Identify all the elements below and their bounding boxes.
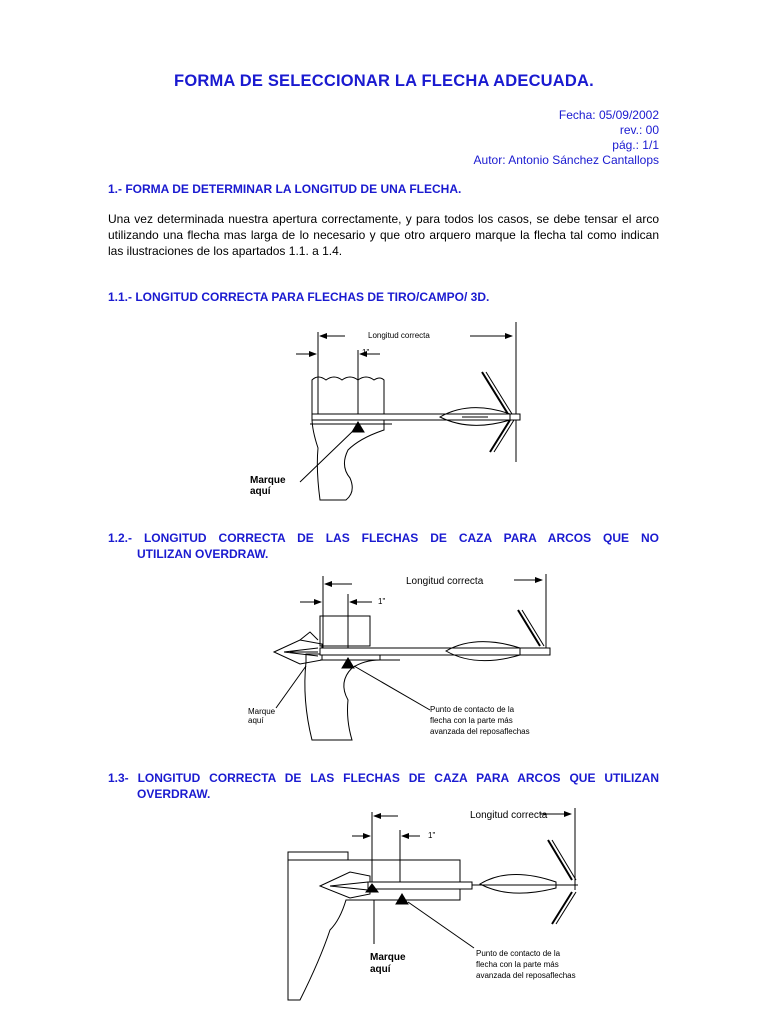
fig12-mark-leader [276, 666, 306, 708]
fig12-arrow-shaft [320, 648, 550, 655]
fig13-mark-label-2: aquí [370, 964, 391, 975]
fig11-mark-label-2: aquí [250, 486, 271, 497]
section-1-2-heading-line2: UTILIZAN OVERDRAW. [137, 547, 269, 561]
fig12-hand-top [320, 616, 370, 646]
section-1-3-heading-line1: 1.3- LONGITUD CORRECTA DE LAS FLECHAS DE CAZA PARA ARCOS QUE UTILIZAN [108, 771, 659, 785]
fig13-inch-label: 1" [428, 831, 436, 840]
fig12-mark-label-1: Marque [248, 707, 276, 716]
fig11-string-bottom2 [494, 420, 514, 452]
author-label: Autor: Antonio Sánchez Cantallops [473, 153, 659, 167]
section-1-paragraph: Una vez determinada nuestra apertura correctamente, y para todos los casos, se debe tensar el arco utilizando una flecha mas larga de lo necesario y que otro arquero marque la flecha tal como indican las ilustraciones de los apartados 1.1. a 1.4. [108, 212, 659, 258]
page-number-label: pág.: 1/1 [612, 138, 659, 152]
fig12-broadhead-blade [300, 632, 318, 640]
fig11-string-top [482, 372, 508, 414]
fig13-contact-label-2: flecha con la parte más [476, 960, 559, 969]
fig12-string-top [518, 610, 540, 646]
fig11-string-bottom [490, 420, 510, 452]
section-1-1-heading: 1.1.- LONGITUD CORRECTA PARA FLECHAS DE TIRO/CAMPO/ 3D. [108, 290, 490, 304]
fig13-contact-leader [408, 902, 474, 948]
section-1-3-heading-line2: OVERDRAW. [137, 787, 211, 801]
fig13-string-top2 [552, 840, 576, 880]
fig12-length-label: Longitud correcta [406, 576, 484, 587]
fig12-broadhead-lines [284, 648, 318, 656]
fig12-inch-label: 1" [378, 597, 386, 606]
figure-1-1 [296, 322, 520, 500]
page-title: FORMA DE SELECCIONAR LA FLECHA ADECUADA. [174, 72, 594, 90]
fig11-inch-label: 1" [362, 348, 370, 357]
fig13-string-top [548, 840, 572, 880]
fig12-string-top2 [522, 610, 544, 646]
fig13-length-label: Longitud correcta [470, 810, 548, 821]
fig11-hand-shape [312, 377, 384, 500]
fig13-string-bottom [552, 892, 572, 924]
fig13-broadhead-lines [330, 882, 368, 890]
fig13-fletching [480, 874, 556, 893]
fig13-broadhead [320, 872, 370, 898]
section-1-2-heading-line1: 1.2.- LONGITUD CORRECTA DE LAS FLECHAS DE CAZA PARA ARCOS QUE NO [108, 531, 659, 545]
revision-label: rev.: 00 [619, 123, 659, 137]
fig13-string-bottom2 [556, 892, 576, 924]
fig13-contact-label-1: Punto de contacto de la [476, 949, 561, 958]
section-1-heading: 1.- FORMA DE DETERMINAR LA LONGITUD DE UNA FLECHA. [108, 182, 462, 196]
fig13-contact-triangle [396, 894, 408, 904]
fig12-mark-label-2: aquí [248, 716, 264, 725]
fig12-contact-label-2: flecha con la parte más [430, 716, 513, 725]
fig11-mark-label-1: Marque [250, 475, 286, 486]
date-label: Fecha: 05/09/2002 [558, 108, 659, 122]
fig11-string-top2 [486, 372, 512, 414]
fig13-contact-label-3: avanzada del reposaflechas [476, 971, 576, 980]
fig13-arrow-shaft [368, 882, 472, 889]
fig11-arrow-shaft [312, 414, 520, 420]
fig13-mark-label-1: Marque [370, 952, 406, 963]
fig12-contact-label-1: Punto de contacto de la [430, 705, 515, 714]
fig11-length-label: Longitud correcta [368, 331, 430, 340]
fig12-contact-label-3: avanzada del reposaflechas [430, 727, 530, 736]
fig12-contact-leader [354, 666, 430, 710]
